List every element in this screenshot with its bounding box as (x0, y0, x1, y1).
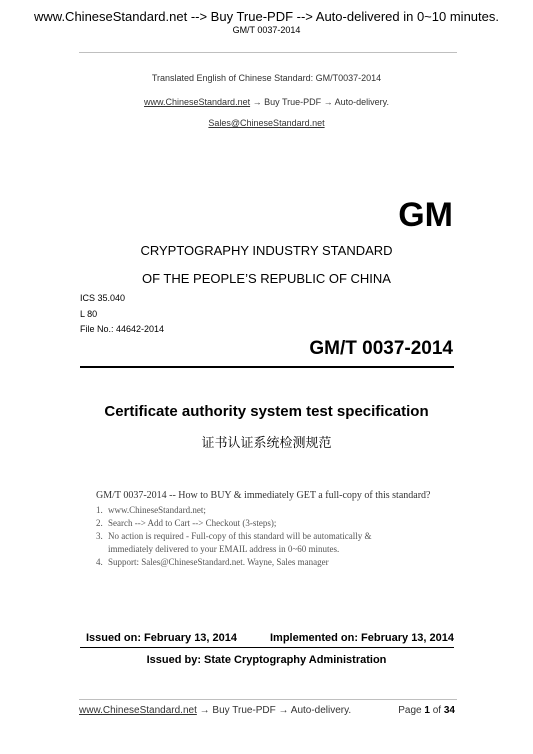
list-item-number: 3. (96, 531, 103, 541)
buy-instructions-title: GM/T 0037-2014 -- How to BUY & immediately GET a full-copy of this standard? (96, 490, 431, 501)
footer-site-link[interactable]: www.ChineseStandard.net (79, 705, 197, 716)
list-item-number: 4. (96, 557, 103, 567)
header-divider (79, 52, 457, 53)
standard-code: GM/T 0037-2014 (309, 338, 453, 359)
list-item-text: No action is required - Full-copy of this standard will be automatically & (108, 531, 372, 541)
list-item-text[interactable]: www.ChineseStandard.net; (108, 505, 206, 515)
standard-name-line-2: OF THE PEOPLE’S REPUBLIC OF CHINA (142, 271, 391, 286)
title-chinese: 证书认证系统检测规范 (201, 436, 332, 451)
file-number: File No.: 44642-2014 (80, 324, 165, 334)
site-link[interactable]: www.ChineseStandard.net (144, 97, 251, 107)
list-item (96, 517, 430, 530)
page-indicator (398, 705, 455, 716)
list-item-continuation: immediately delivered to your EMAIL address in 0~60 minutes. (108, 544, 340, 554)
list-item-text: Search --> Add to Cart --> Checkout (3-steps); (108, 518, 277, 528)
translated-note: Translated English of Chinese Standard: GM/T0037-2014 (151, 73, 382, 83)
dates-divider (80, 647, 454, 648)
sales-email-link[interactable]: Sales@ChineseStandard.net (208, 118, 325, 128)
list-item-number: 2. (96, 518, 103, 528)
top-banner: www.ChineseStandard.net --> Buy True-PDF --> Auto-delivered in 0~10 minutes. (34, 9, 499, 24)
ics-code: ICS 35.040 (80, 293, 126, 303)
footer-site-line (79, 705, 351, 716)
list-item (96, 530, 430, 556)
list-item (96, 556, 430, 569)
page-current: 1 (424, 705, 430, 716)
list-item-text: Support: Sales@ChineseStandard.net. Wayne, Sales manager (108, 557, 329, 567)
ccs-code: L 80 (80, 309, 98, 319)
issued-by: Issued by: State Cryptography Administration (146, 654, 387, 666)
title-divider (80, 366, 454, 368)
page-label: Page (398, 705, 422, 716)
title-english: Certificate authority system test specification (104, 403, 429, 420)
page-total: 34 (443, 705, 455, 716)
site-line-rest: → Buy True-PDF → Auto-delivery. (252, 97, 389, 107)
gm-logo: GM (398, 196, 453, 234)
list-item (96, 504, 430, 517)
issued-on-date: Issued on: February 13, 2014 (86, 632, 238, 644)
header-standard-code: GM/T 0037-2014 (232, 25, 301, 35)
implemented-on-date: Implemented on: February 13, 2014 (270, 632, 455, 644)
buy-instructions (96, 490, 430, 569)
list-item-number: 1. (96, 505, 103, 515)
site-line (0, 97, 533, 107)
footer-divider (79, 699, 457, 700)
footer-site-rest: → Buy True-PDF → Auto-delivery. (196, 705, 352, 716)
page-of: of (432, 705, 442, 716)
standard-name-line-1: CRYPTOGRAPHY INDUSTRY STANDARD (140, 243, 393, 258)
